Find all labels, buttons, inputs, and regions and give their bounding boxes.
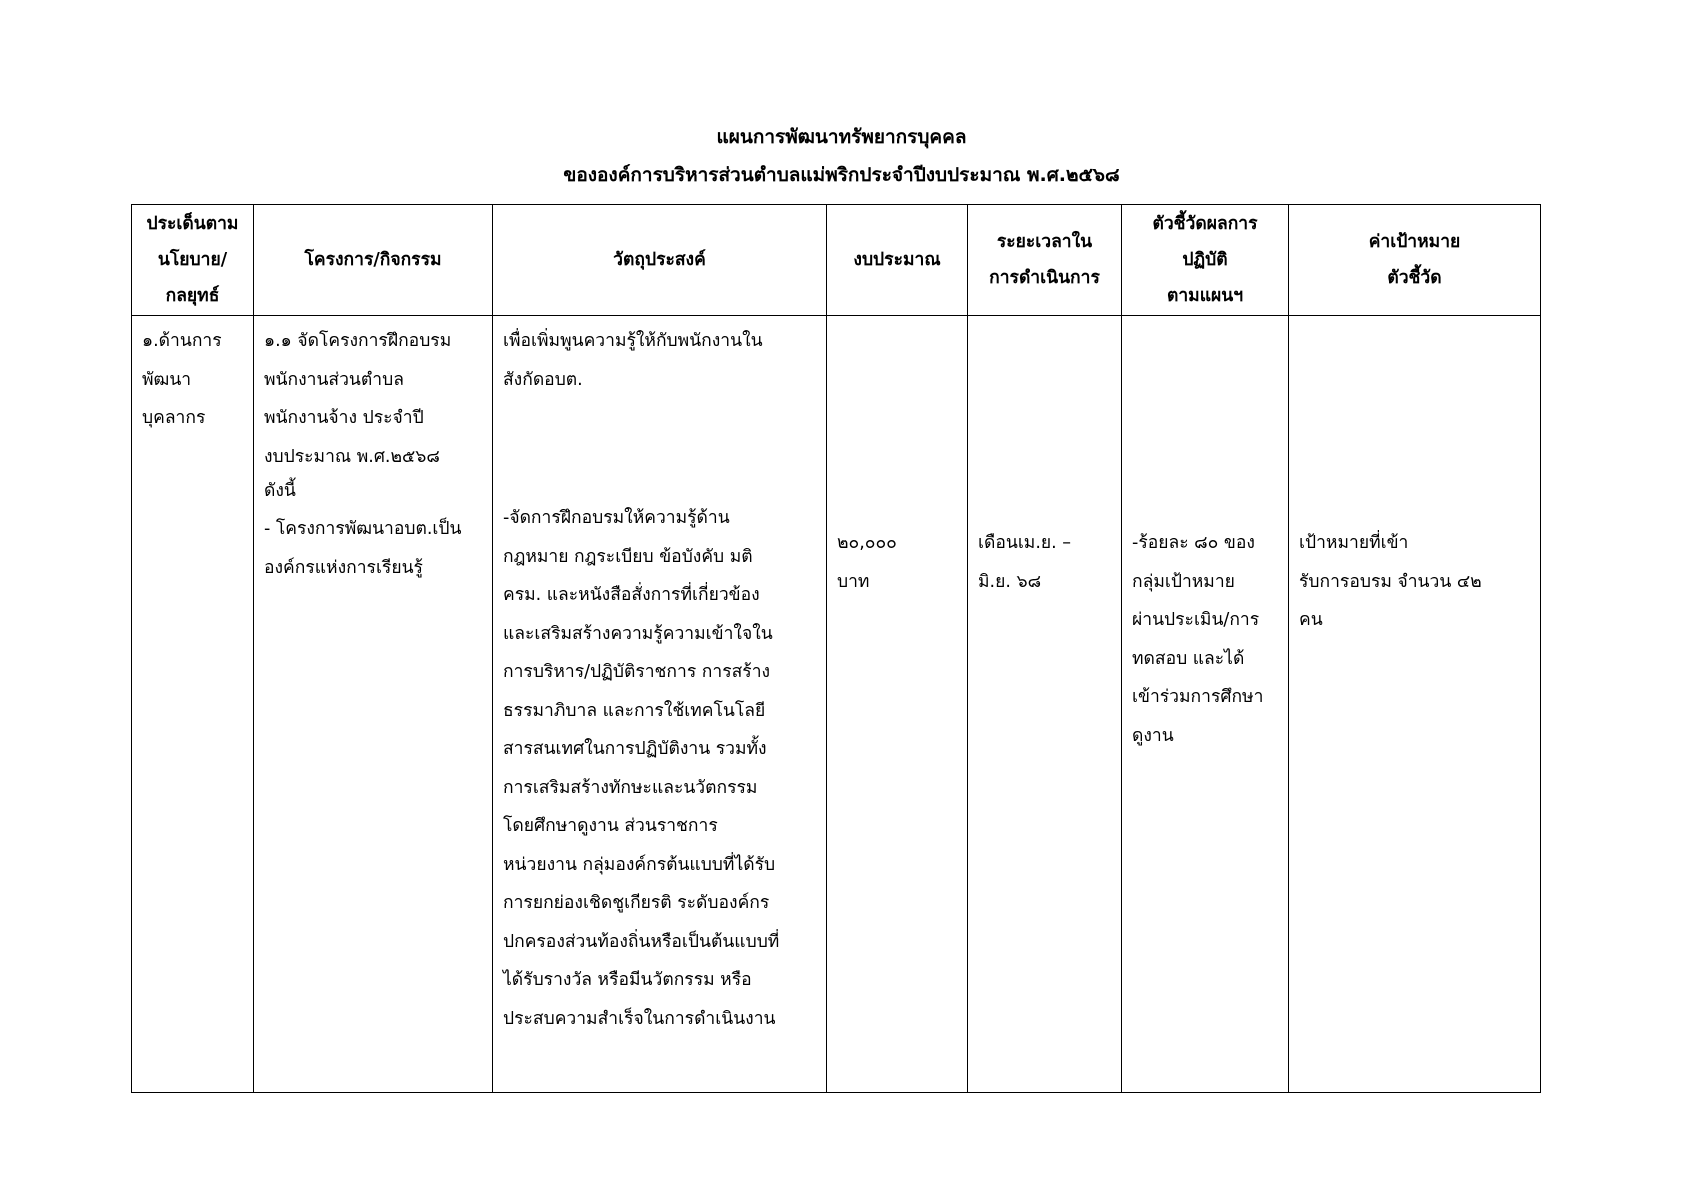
cell-indicator: -ร้อยละ ๘๐ ของ กลุ่มเป้าหมาย ผ่านประเมิน/การ ทดสอบ และได้ เข้าร่วมการศึกษา ดูงาน	[1122, 316, 1289, 1093]
cell-period: เดือนเม.ย. – มิ.ย. ๖๘	[968, 316, 1122, 1093]
cell-budget: ๒๐,๐๐๐ บาท	[827, 316, 968, 1093]
cell-issue: ๑.ด้านการ พัฒนา บุคลากร	[132, 316, 254, 1093]
table-header-row	[132, 205, 1541, 316]
title-line-2: ขององค์การบริหารส่วนตำบลแม่พริกประจำปีงบประมาณ พ.ศ.๒๕๖๘	[563, 164, 1120, 186]
table-row	[132, 316, 1541, 1093]
header-indicator: ตัวชี้วัดผลการ ปฏิบัติ ตามแผนฯ	[1122, 205, 1289, 316]
header-issue: ประเด็นตาม นโยบาย/ กลยุทธ์	[132, 205, 254, 316]
document-title	[0, 118, 1683, 194]
cell-objective: เพื่อเพิ่มพูนความรู้ให้กับพนักงานใน สังกัดอบต. -จัดการฝึกอบรมให้ความรู้ด้าน กฎหมาย กฎระเบียบ ข้อบังคับ มติ ครม. และหนังสือสั่งการที่เกี่ยวข้อง และเสริมสร้างความรู้ความเข้าใจใน การบริหาร/ปฏิบัติราชการ การสร้าง ธรรมาภิบาล และการใช้เทคโนโลยี สารสนเทศในการปฏิบัติงาน รวมทั้ง การเสริมสร้างทักษะและนวัตกรรม โดยศึกษาดูงาน ส่วนราชการ หน่วยงาน กลุ่มองค์กรต้นแบบที่ได้รับ การยกย่องเชิดชูเกียรติ ระดับองค์กร ปกครองส่วนท้องถิ่นหรือเป็นต้นแบบที่ ได้รับรางวัล หรือมีนวัตกรรม หรือ ประสบความสำเร็จในการดำเนินงาน	[493, 316, 827, 1093]
header-project: โครงการ/กิจกรรม	[254, 205, 493, 316]
header-budget: งบประมาณ	[827, 205, 968, 316]
header-period: ระยะเวลาใน การดำเนินการ	[968, 205, 1122, 316]
cell-target: เป้าหมายที่เข้า รับการอบรม จำนวน ๔๒ คน	[1289, 316, 1541, 1093]
title-line-1: แผนการพัฒนาทรัพยากรบุคคล	[716, 126, 967, 148]
header-target: ค่าเป้าหมาย ตัวชี้วัด	[1289, 205, 1541, 316]
cell-project: ๑.๑ จัดโครงการฝึกอบรม พนักงานส่วนตำบล พนักงานจ้าง ประจำปี งบประมาณ พ.ศ.๒๕๖๘ ดังนี้ - โครงการพัฒนาอบต.เป็น องค์กรแห่งการเรียนรู้	[254, 316, 493, 1093]
header-objective: วัตถุประสงค์	[493, 205, 827, 316]
hr-plan-table	[131, 204, 1541, 1093]
